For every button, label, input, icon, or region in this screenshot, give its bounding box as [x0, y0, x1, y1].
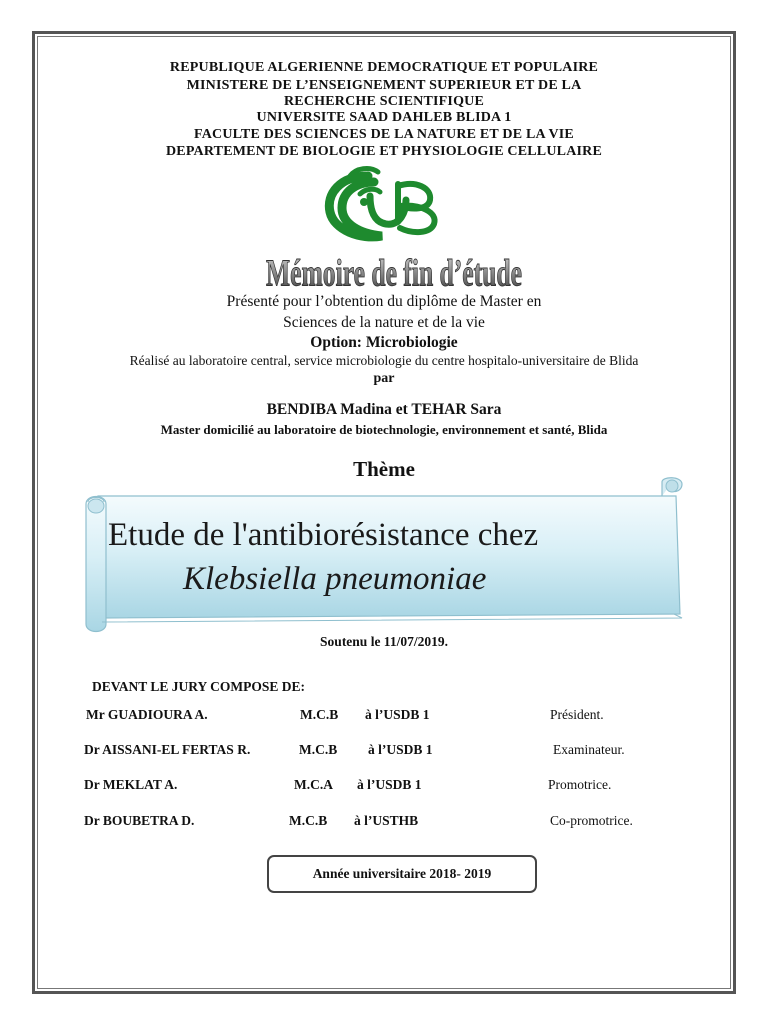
- jury-member-name: Dr MEKLAT A.: [84, 777, 178, 792]
- memoire-title-art: [262, 252, 526, 294]
- presente-line: Présenté pour l’obtention du diplôme de Master en: [226, 293, 542, 310]
- jury-member-row: [0, 707, 768, 727]
- jury-member-name: Mr GUADIOURA A.: [86, 707, 208, 722]
- sciences-line: Sciences de la nature et de la vie: [283, 314, 485, 331]
- theme-scroll-banner: [84, 474, 686, 642]
- authors-names: BENDIBA Madina et TEHAR Sara: [266, 401, 502, 418]
- option-line: Option: Microbiologie: [310, 334, 458, 351]
- theme-title-line2: Klebsiella pneumoniae: [183, 561, 487, 597]
- header-faculte: FACULTE DES SCIENCES DE LA NATURE ET DE LA VIE: [194, 127, 574, 142]
- jury-heading: DEVANT LE JURY COMPOSE DE:: [92, 679, 306, 694]
- theme-title-line1: Etude de l'antibiorésistance chez: [108, 517, 539, 553]
- jury-member-institution: à l’USDB 1: [357, 777, 422, 792]
- jury-member-grade: M.C.B: [300, 707, 339, 722]
- jury-member-role: Président.: [550, 707, 604, 722]
- jury-member-row: [0, 777, 768, 797]
- jury-member-institution: à l’USTHB: [354, 813, 419, 828]
- soutenu-date: Soutenu le 11/07/2019.: [320, 634, 448, 649]
- realise-line: Réalisé au laboratoire central, service microbiologie du centre hospitalo-universitaire de Blida: [129, 353, 639, 368]
- jury-member-grade: M.C.A: [294, 777, 333, 792]
- jury-member-role: Co-promotrice.: [550, 813, 633, 828]
- jury-member-name: Dr AISSANI-EL FERTAS R.: [84, 742, 251, 757]
- theme-label: Thème: [353, 457, 415, 481]
- jury-member-institution: à l’USDB 1: [365, 707, 430, 722]
- academic-year-box: [267, 855, 537, 893]
- header-departement: DEPARTEMENT DE BIOLOGIE ET PHYSIOLOGIE CELLULAIRE: [165, 144, 603, 159]
- academic-year-text: Année universitaire 2018- 2019: [312, 866, 492, 881]
- jury-member-role: Examinateur.: [553, 742, 625, 757]
- par-line: par: [373, 371, 395, 386]
- jury-member-row: [0, 813, 768, 833]
- jury-member-institution: à l’USDB 1: [368, 742, 433, 757]
- jury-member-name: Dr BOUBETRA D.: [84, 813, 195, 828]
- authors-affiliation: Master domicilié au laboratoire de biotechnologie, environnement et santé, Blida: [160, 422, 608, 437]
- jury-member-grade: M.C.B: [289, 813, 328, 828]
- jury-member-role: Promotrice.: [548, 777, 612, 792]
- memoire-title-text: Mémoire de fin d’étude: [266, 251, 522, 294]
- header-universite: UNIVERSITE SAAD DAHLEB BLIDA 1: [256, 110, 512, 125]
- jury-member-grade: M.C.B: [299, 742, 338, 757]
- jury-member-row: [0, 742, 768, 762]
- university-logo-icon: [320, 166, 450, 246]
- header-recherche: RECHERCHE SCIENTIFIQUE: [283, 94, 485, 109]
- header-republique: REPUBLIQUE ALGERIENNE DEMOCRATIQUE ET POPULAIRE: [169, 60, 599, 75]
- header-ministere: MINISTERE DE L’ENSEIGNEMENT SUPERIEUR ET DE LA: [186, 78, 582, 93]
